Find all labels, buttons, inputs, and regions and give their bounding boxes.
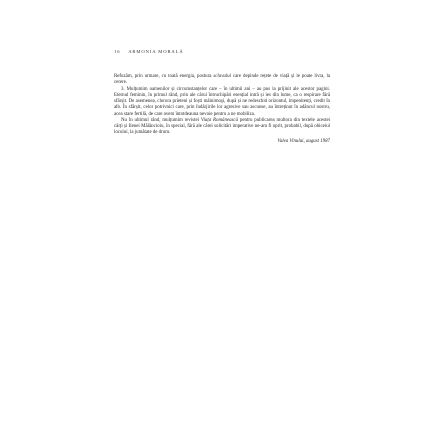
paragraph-1: Refuzăm, prin urmare, cu toată energia, postura sclavului care depinde rețete de viață și le poate livra, la cerere. — [114, 74, 330, 86]
signature-place-date: Valea Vinului, august 1987 — [277, 138, 330, 144]
running-title: ARMONIA MORALĂ — [128, 49, 184, 54]
paragraph-2: 3. Mulțumim oamenilor și circumstanțelor care – în ultimii ani – au pus la prijinit ale acestor pagini. Eternul feminin, în primul rând, prin ale cărui întruchipări esențial intră și ies din lume, ca o respirare fără sfârșit. De asemenea, clorora prieteni și foști mâinimoşi, după și ne redeschid orizontul, impenitenți, credit în alb. În sfârșit, celor potrivnici care, prin îndârjirile lor agresive sau ascunse, au întreținut în adâncul nostru, acea stare fertilă, de care avem întotdeauna nevoie pentru a ne mobiliza. — [114, 86, 330, 117]
body-text — [114, 74, 330, 145]
page-number: 16 — [114, 49, 121, 54]
paragraph-3: Nu în ultimul rând, mulțumim revistei Viața Românească pentru publicarea multora din textele acestei cărți și Ilenei Mălăncioiu, în special, fără ale cărei solicitări imperative ne-am fi oprit, probabil, după obiceiul locului, la jumătate de drum. — [114, 117, 330, 136]
running-header — [114, 49, 184, 54]
